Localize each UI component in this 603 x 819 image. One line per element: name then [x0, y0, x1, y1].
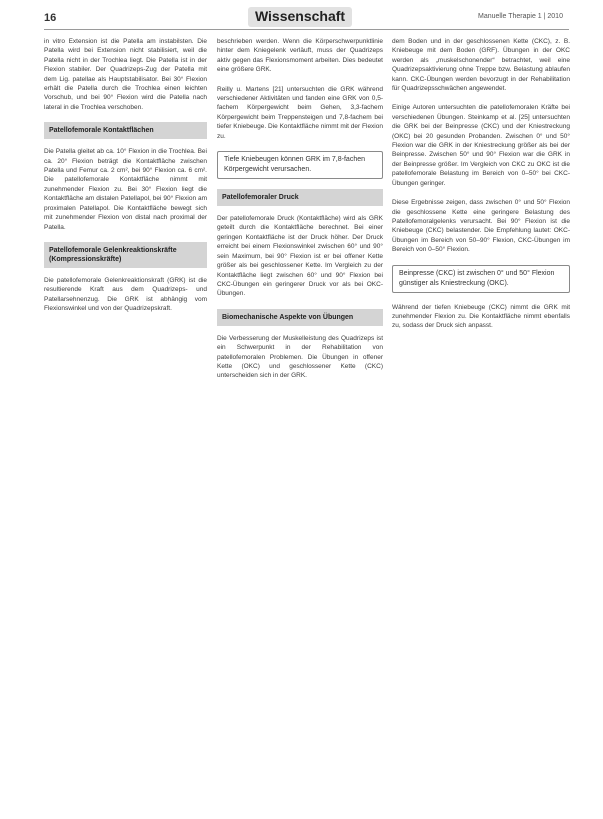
- callout-box: Beinpresse (CKC) ist zwischen 0° und 50° Flexion günstiger als Kniestreckung (OKC).: [392, 265, 570, 293]
- section-heading: Patellofemorale Kontaktflächen: [44, 122, 207, 139]
- body-paragraph: Einige Autoren untersuchten die patellofemoralen Kräfte bei verschiedenen Übungen. Steinkamp et al. [25] untersuchten die GRK bei der Beinpresse (CKC) und der Kniestreckung (OKC) bei 20 gesunden Probanden. Zwischen 0° und 50° Flexion war die GRK in der Kniestreckung größer als bei der Beinpresse. Zwischen 50° und 90° Flexion war die GRK in der Beinpresse größer. Im Vergleich von CKC zu OKC ist die patellofemorale Belastung im Bereich von 0–50° bei CKC-Übungen geringer.: [392, 104, 570, 187]
- callout-box: Tiefe Kniebeugen können GRK im 7,8-fachen Körpergewicht verursachen.: [217, 151, 383, 179]
- body-paragraph: beschrieben werden. Wenn die Körperschwerpunktlinie hinter dem Kniegelenk verläuft, muss der Quadrizeps aktiv gegen das Flexionsmoment arbeiten. Dies bedeutet eine größere GRK.: [217, 38, 383, 74]
- section-heading: Biomechanische Aspekte von Übungen: [217, 309, 383, 326]
- journal-reference: Manuelle Therapie 1 | 2010: [478, 13, 563, 20]
- page-number: 16: [44, 12, 57, 24]
- section-heading: Patellofemorale Gelenkreaktionskräfte (Kompressionskräfte): [44, 242, 207, 268]
- header-rule: [44, 29, 569, 30]
- column-2: [217, 37, 383, 391]
- section-title: Wissenschaft: [254, 8, 346, 24]
- body-paragraph: Die Verbesserung der Muskelleistung des Quadrizeps ist ein Schwerpunkt in der Rehabilitation von patellofemoralen Problemen. Die Übungen in offener Kette (OKC) und geschlossener Kette (CKC) unterscheiden sich in der GRK.: [217, 334, 383, 380]
- body-paragraph: Diese Ergebnisse zeigen, dass zwischen 0° und 50° Flexion die geschlossene Kette eine geringere Belastung des Patellofemoralgelenks verursacht. Bei 90° Flexion ist die Kniebeuge (CKC) belastender. Die Empfehlung lautet: OKC-Übungen im Bereich von 50–90° Flexion, CKC-Übungen im Bereich von 0–50° Flexion.: [392, 199, 570, 254]
- section-tab: [248, 7, 352, 27]
- body-paragraph: Reilly u. Martens [21] untersuchten die GRK während verschiedener Aktivitäten und fanden eine GRK von 0,5-fachem Körpergewicht beim Gehen, 3,3-fachem Körpergewicht beim Treppensteigen und 7,8-fachem bei tiefer Kniebeuge. Die Kontaktfläche nimmt mit der Flexion zu.: [217, 85, 383, 140]
- column-1: [44, 37, 207, 324]
- body-paragraph: dem Boden und in der geschlossenen Kette (CKC), z. B. Kniebeuge mit dem Boden (GRF). Übungen in der OKC werden als „muskelschonender“ betrachtet, weil eine Quadrizepsaktivierung ohne Treppe bzw. Belastung ablaufen kann. CKC-Übungen werden bevorzugt in der Rehabilitation für Quadrizepsschwächen angewendet.: [392, 38, 570, 93]
- body-paragraph: Die patellofemorale Gelenkreaktionskraft (GRK) ist die resultierende Kraft aus dem Quadrizeps- und Patellarsehnenzug. Die GRK ist abhängig vom Flexionswinkel und von der Quadrizepskraft.: [44, 276, 207, 313]
- body-paragraph: Während der tiefen Kniebeuge (CKC) nimmt die GRK mit zunehmender Flexion zu. Die Kontaktfläche nimmt ebenfalls zu, sodass der Druck sich anpasst.: [392, 303, 570, 330]
- body-paragraph: in vitro Extension ist die Patella am instabilsten. Die Patella wird bei Extension nicht stabilisiert, weil die Patella nicht in der Trochlea liegt. Die Patella ist in der Flexion stabiler. Der Quadrizeps-Zug der Patella mit dem Lig. patellae als Hauptstabilisator. Bei 30° Flexion erhält die Patella durch die Trochlea einen leichten Vorschub, und bei 90° Flexion wird die Patella nach lateral in die Trochlea verschoben.: [44, 38, 207, 111]
- body-paragraph: Der patellofemorale Druck (Kontaktfläche) wird als GRK geteilt durch die Kontaktfläche berechnet. Bei einer geringen Kontaktfläche ist der Druck höher. Der Druck erreicht bei einem Flexionswinkel zwischen 60° und 90° sein Maximum, bei 90° Flexion ist er bei offener Kette größer als bei geschlossener Kette. Im Vergleich zu der Kontaktfläche liegt zwischen 60° und 90° Flexion bei CKC-Übungen ein geringerer Druck vor als bei OKC-Übungen.: [217, 215, 383, 298]
- body-paragraph: Die Patella gleitet ab ca. 10° Flexion in die Trochlea. Bei ca. 20° Flexion beträgt die Kontaktfläche zwischen Patella und Femur ca. 2 cm², bei 90° Flexion ca. 6 cm². Die patellofemorale Kontaktfläche nimmt mit zunehmender Flexion zu. Bei 30° Flexion liegt die Kontaktfläche am distalen Patellapol, bei 90° Flexion am proximalen Patellapol. Die Kontaktfläche bewegt sich mit zunehmender Flexion von distal nach proximal der Patella.: [44, 148, 207, 231]
- column-3: [392, 37, 570, 341]
- section-heading: Patellofemoraler Druck: [217, 189, 383, 206]
